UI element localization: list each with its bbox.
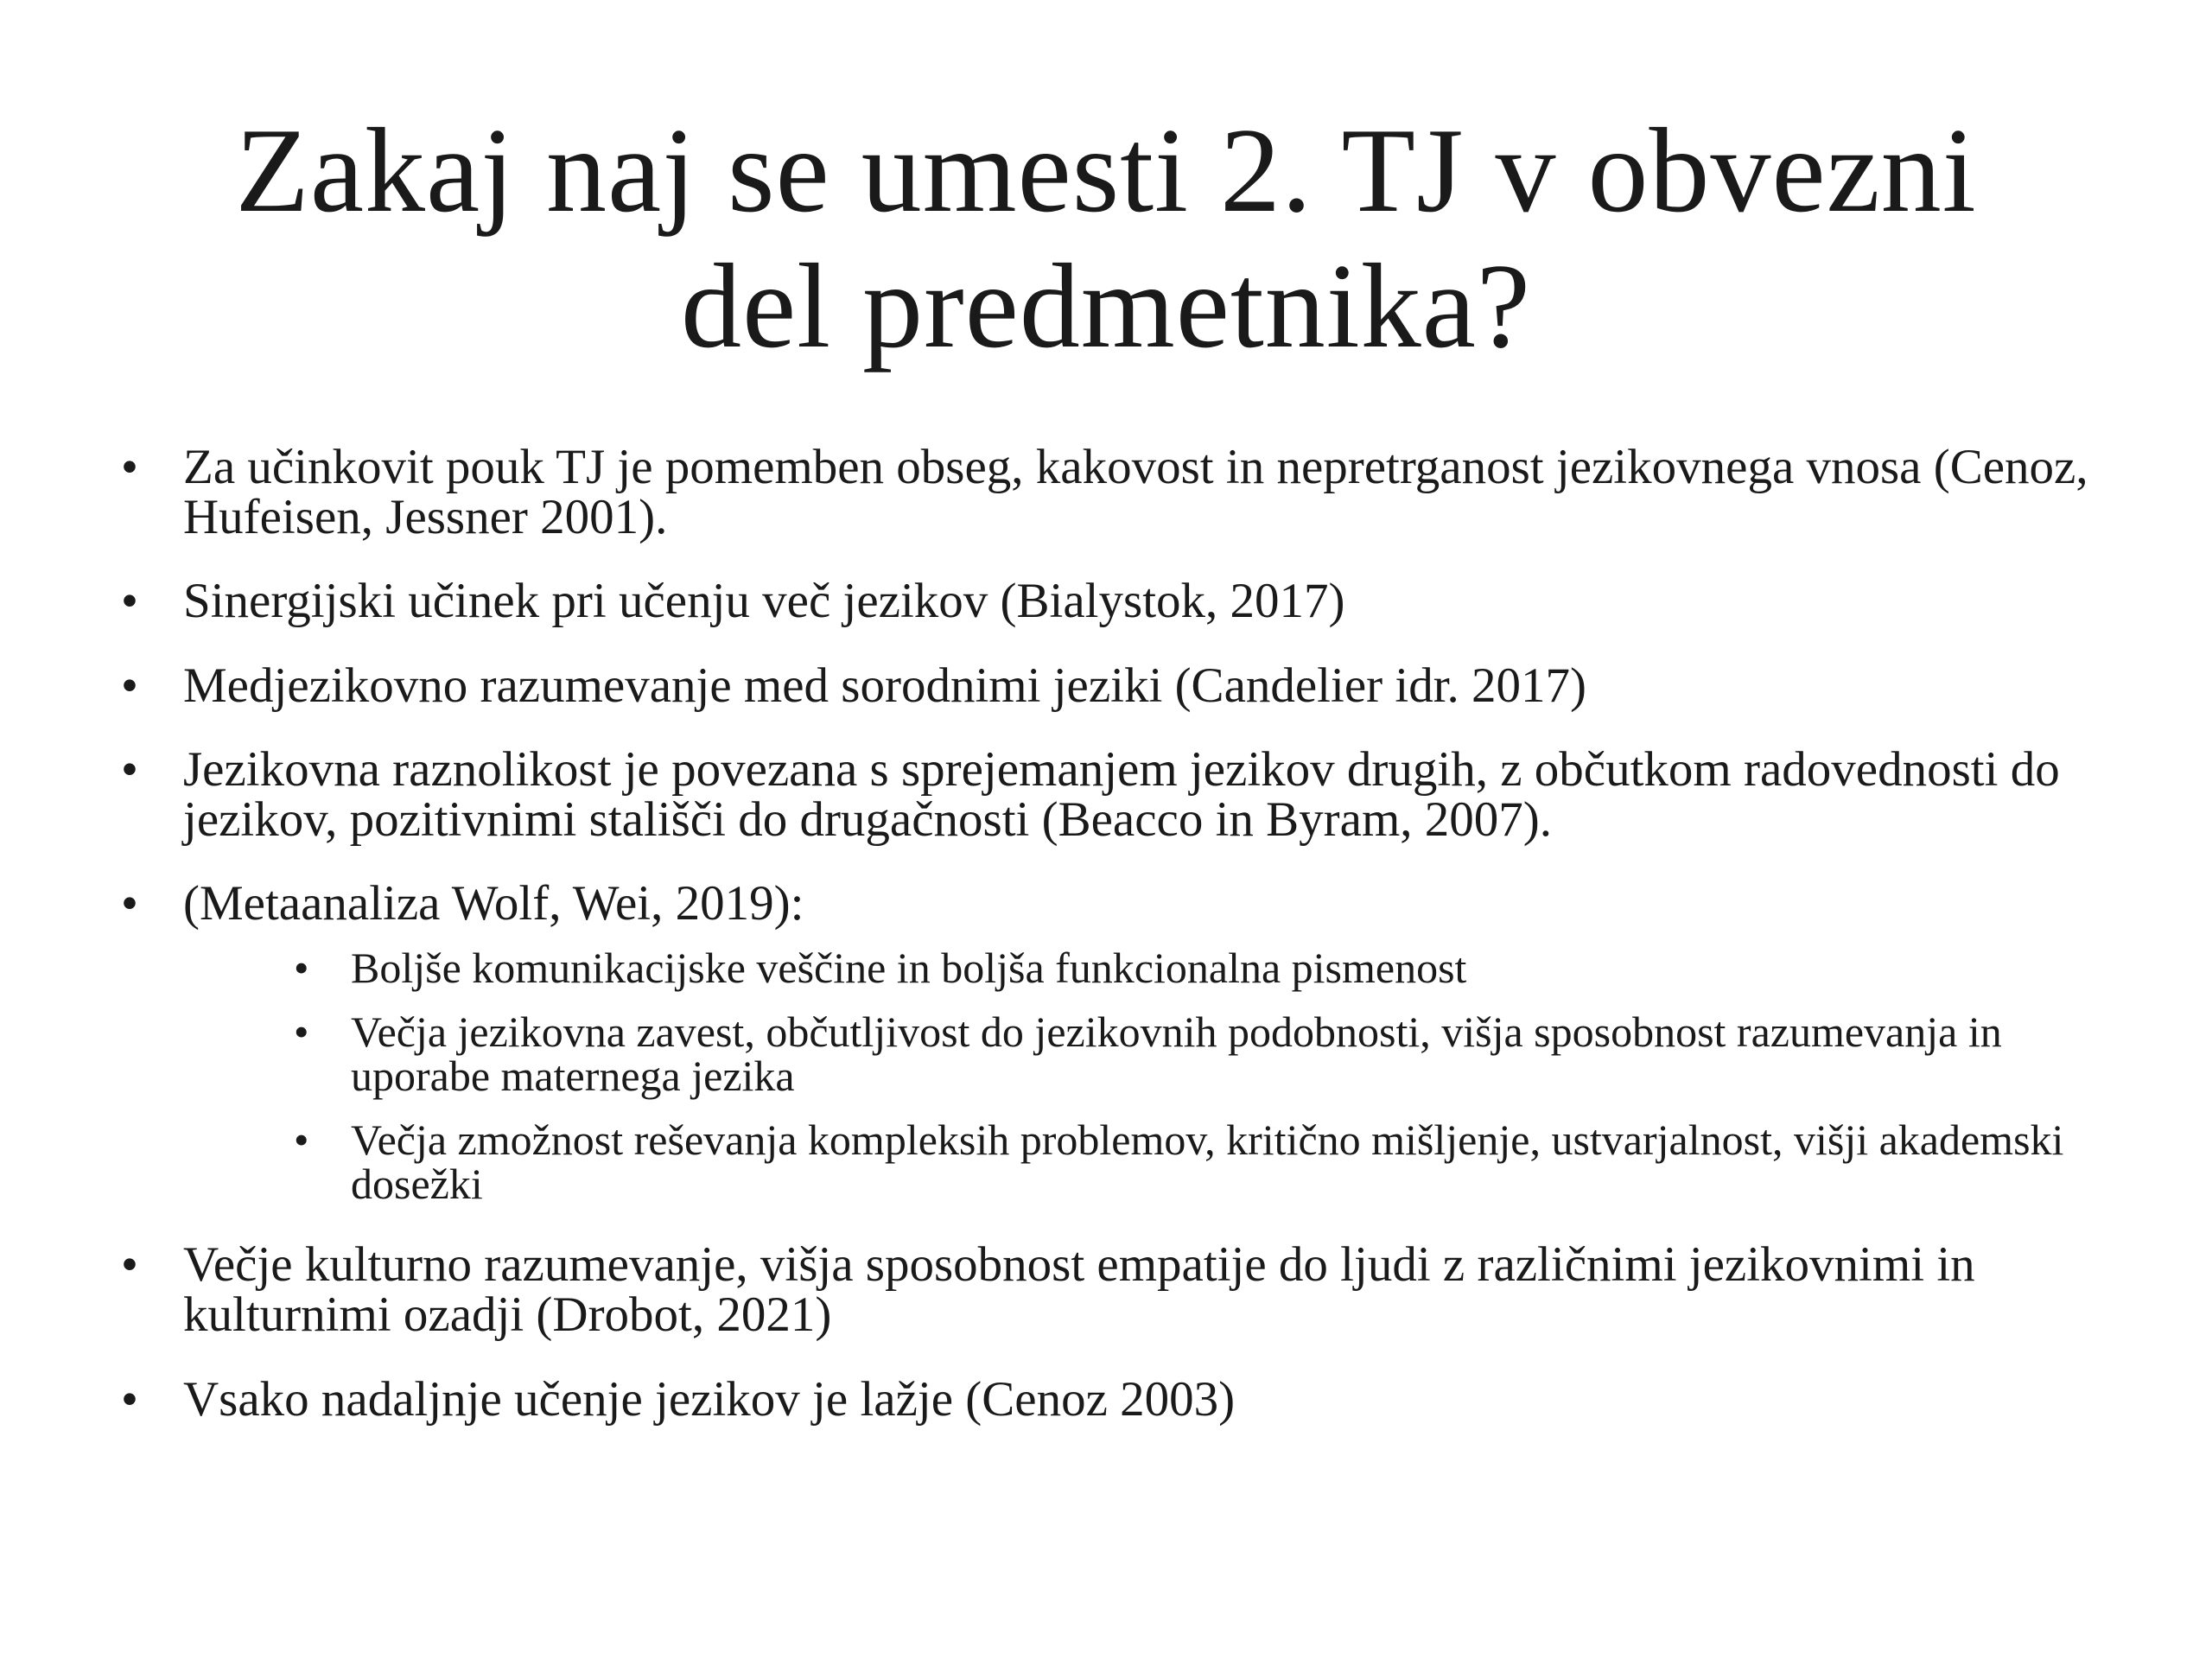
sub-bullet-icon: • [294, 1007, 309, 1057]
bullet-icon: • [121, 440, 138, 494]
bullet-icon: • [121, 876, 138, 931]
bullet-icon: • [121, 658, 138, 713]
bullet-item-6 [121, 1237, 2108, 1342]
bullet-item-3 [121, 658, 2108, 713]
bullet-list [121, 442, 2108, 1459]
bullet-text: Medjezikovno razumevanje med sorodnimi jeziki (Candelier idr. 2017) [183, 658, 1587, 713]
sub-bullet-text: Boljše komunikacijske veščine in boljša funkcionalna pismenost [351, 943, 1467, 992]
bullet-text: Jezikovna raznolikost je povezana s sprejemanjem jezikov drugih, z občutkom radovednosti do jezikov, pozitivnimi stališči do drugačnosti (Beacco in Byram, 2007). [183, 742, 2060, 847]
bullet-icon: • [121, 1237, 138, 1293]
bullet-text: Sinergijski učinek pri učenju več jezikov (Bialystok, 2017) [183, 574, 1345, 629]
sub-bullet-icon: • [294, 1116, 309, 1165]
slide-title-line-1: Zakaj naj se umesti 2. TJ v obvezni [235, 104, 1977, 238]
bullet-item-4 [121, 742, 2108, 847]
sub-bullet-icon: • [294, 943, 309, 992]
sub-bullet-item-3 [294, 1116, 2108, 1208]
sub-bullet-item-1 [294, 943, 2108, 992]
bullet-text: (Metaanaliza Wolf, Wei, 2019): [183, 876, 804, 931]
bullet-icon: • [121, 1371, 138, 1427]
bullet-text: Za učinkovit pouk TJ je pomemben obseg, kakovost in nepretrganost jezikovnega vnosa (Cenoz, Hufeisen, Jessner 2001). [183, 440, 2088, 544]
bullet-icon: • [121, 742, 138, 798]
sub-bullet-list [183, 943, 2108, 1208]
bullet-item-1 [121, 442, 2108, 542]
bullet-item-5 [121, 876, 2108, 1208]
bullet-item-7 [121, 1371, 2108, 1427]
sub-bullet-item-2 [294, 1007, 2108, 1100]
sub-bullet-text: Večja jezikovna zavest, občutljivost do jezikovnih podobnosti, višja sposobnost razumevanja in uporabe maternega jezika [351, 1007, 2002, 1100]
slide-title [104, 104, 2108, 375]
sub-bullet-text: Večja zmožnost reševanja kompleksih problemov, kritično mišljenje, ustvarjalnost, višji akademski dosežki [351, 1116, 2064, 1208]
bullet-item-2 [121, 574, 2108, 629]
bullet-text: Večje kulturno razumevanje, višja sposobnost empatije do ljudi z različnimi jezikovnimi in kulturnimi ozadji (Drobot, 2021) [183, 1237, 1975, 1342]
bullet-text: Vsako nadaljnje učenje jezikov je lažje (Cenoz 2003) [183, 1371, 1236, 1427]
bullet-icon: • [121, 574, 138, 629]
slide-title-line-2: del predmetnika? [681, 238, 1531, 373]
